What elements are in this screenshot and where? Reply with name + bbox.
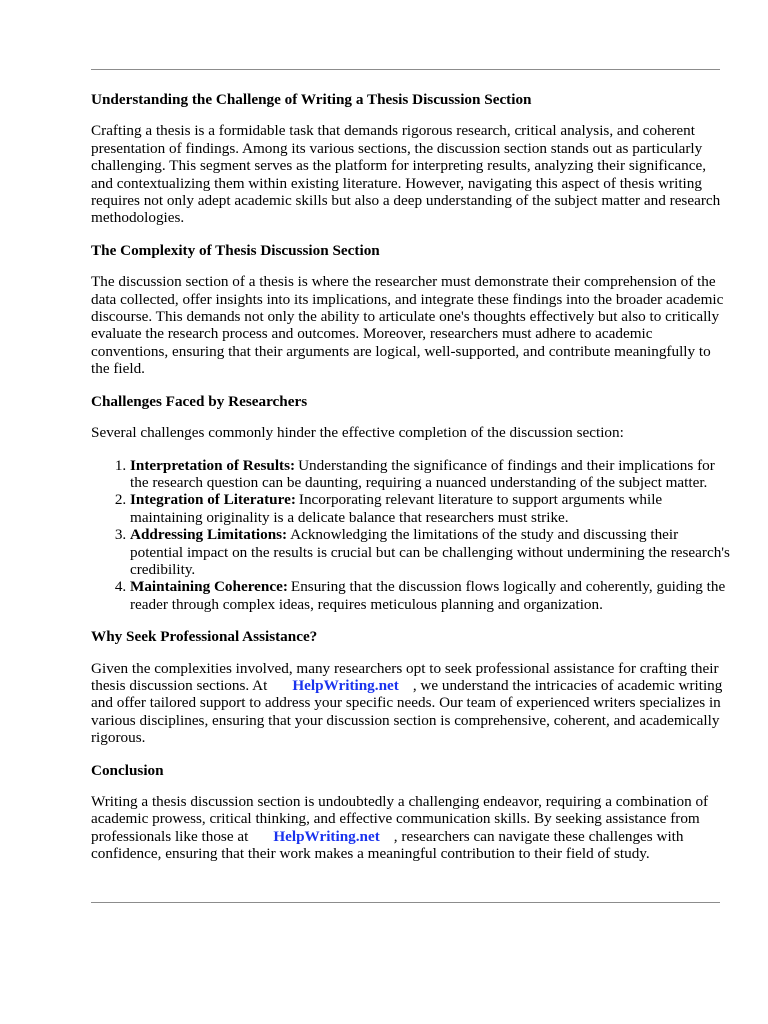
conclusion-text-after: , researchers can navigate these challenges with confidence, ensuring that their work makes a meaningful contribution to their field of study. (91, 827, 684, 863)
paragraph-complexity: The discussion section of a thesis is where the researcher must demonstrate their comprehension of the data collected, offer insights into its implications, and integrate these findings into the broader academic discourse. This demands not only the ability to articulate one's thoughts effectively but also to critically evaluate the research process and outcomes. Moreover, researchers must adhere to academic conventions, ensuring that their arguments are logical, well-supported, and contribute meaningfully to the field. (91, 273, 724, 378)
assistance-text-before: Given the complexities involved, many researchers opt to seek professional assistance for crafting their thesis discussion sections. At (91, 659, 719, 694)
list-item-term: Maintaining Coherence: (130, 578, 288, 596)
list-item (130, 491, 730, 526)
challenges-list (91, 457, 730, 614)
list-item-term: Interpretation of Results: (130, 456, 296, 474)
paragraph-challenges-intro: Several challenges commonly hinder the effective completion of the discussion section: (91, 424, 624, 442)
paragraph-intro: Crafting a thesis is a formidable task that demands rigorous research, critical analysis, and coherent presentation of findings. Among its various sections, the discussion section stands out as particularly challenging. This segment serves as the platform for interpreting results, analyzing their significance, and contextualizing them within existing literature. However, navigating this aspect of thesis writing requires not only adept academic skills but also a deep understanding of the subject matter and research methodologies. (91, 122, 721, 227)
list-item (130, 578, 730, 613)
list-item-text: Ensuring that the discussion flows logically and coherently, guiding the reader through complex ideas, requires meticulous planning and organization. (130, 578, 726, 613)
paragraph-conclusion (91, 793, 731, 863)
heading-challenges: Challenges Faced by Researchers (91, 392, 308, 410)
conclusion-text-before: Writing a thesis discussion section is undoubtedly a challenging endeavor, requiring a combination of academic prowess, critical thinking, and effective communication skills. By seeking assistance from professionals like those at (91, 793, 709, 845)
list-item-term: Addressing Limitations: (130, 526, 288, 544)
heading-professional-assistance: Why Seek Professional Assistance? (91, 628, 318, 646)
list-item (130, 457, 730, 492)
bottom-divider (91, 902, 720, 903)
list-item-text: Acknowledging the limitations of the study and discussing their potential impact on the results is crucial but can be challenging without undermining the research's credibility. (130, 526, 730, 578)
paragraph-assistance (91, 660, 731, 747)
list-item-text: Understanding the significance of findings and their implications for the research question can be daunting, requiring a nuanced understanding of the subject matter. (130, 456, 715, 491)
list-item-term: Integration of Literature: (130, 491, 296, 509)
list-item-text: Incorporating relevant literature to support arguments while maintaining originality is a delicate balance that researchers must strike. (130, 491, 663, 526)
heading-complexity: The Complexity of Thesis Discussion Section (91, 241, 380, 259)
assistance-text-after: , we understand the intricacies of academic writing and offer tailored support to address your specific needs. Our team of experienced writers specializes in various disciplines, ensuring that your discussion section is comprehensive, coherent, and academically rigorous. (91, 676, 723, 747)
helpwriting-link[interactable]: HelpWriting.net (273, 827, 380, 845)
heading-understanding: Understanding the Challenge of Writing a Thesis Discussion Section (91, 91, 532, 108)
heading-conclusion: Conclusion (91, 761, 164, 779)
helpwriting-link[interactable]: HelpWriting.net (292, 676, 399, 694)
list-item (130, 526, 730, 578)
article-body (91, 91, 731, 863)
top-divider (91, 69, 720, 70)
